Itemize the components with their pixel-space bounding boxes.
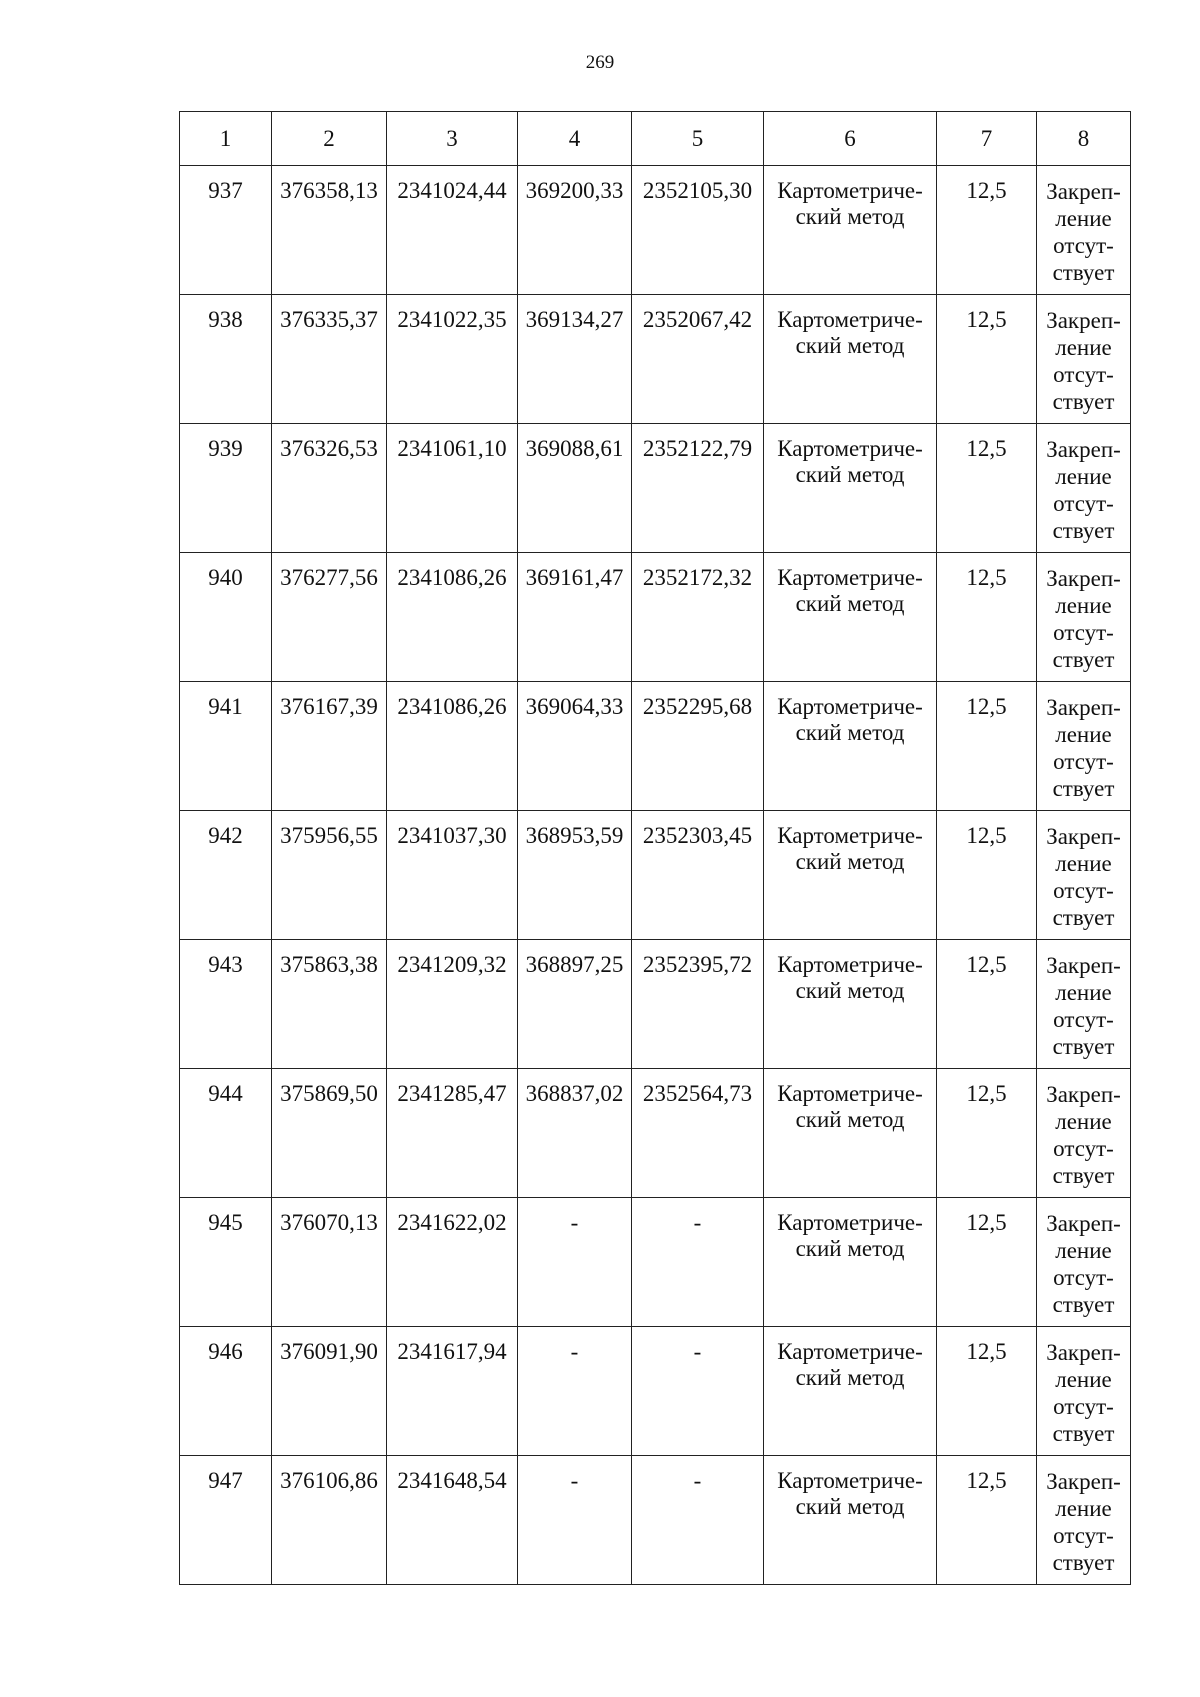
coord-y: 2341209,32 (397, 952, 507, 977)
old-coord-x-cell (518, 424, 632, 553)
fixation-cell (1037, 553, 1131, 682)
fixation-line-3: отсут- (1053, 491, 1114, 516)
old-coord-x-cell (518, 553, 632, 682)
coord-y-cell (387, 295, 518, 424)
old-coord-y-cell (632, 166, 764, 295)
accuracy-cell (937, 553, 1037, 682)
method-line-1: Картометриче- (777, 436, 923, 461)
old-coord-y-cell (632, 940, 764, 1069)
accuracy-cell (937, 1456, 1037, 1585)
old-coord-y-cell (632, 295, 764, 424)
fixation-line-1: Закреп- (1046, 1469, 1121, 1494)
accuracy-value: 12,5 (966, 1339, 1007, 1364)
fixation-cell (1037, 295, 1131, 424)
table-row (180, 940, 1131, 1069)
table-row (180, 682, 1131, 811)
coord-x-cell (272, 1198, 387, 1327)
coord-y-cell (387, 1456, 518, 1585)
point-number-cell (180, 1327, 272, 1456)
fixation-line-2: ление (1055, 1238, 1112, 1263)
fixation-cell (1037, 1198, 1131, 1327)
coord-x-cell (272, 811, 387, 940)
fixation-line-1: Закреп- (1046, 695, 1121, 720)
old-coord-x: 369161,47 (525, 565, 624, 590)
method-line-2: ский метод (795, 1236, 905, 1261)
coord-y: 2341285,47 (397, 1081, 507, 1106)
coord-x-cell (272, 166, 387, 295)
fixation-cell (1037, 1327, 1131, 1456)
coord-y-cell (387, 682, 518, 811)
accuracy-cell (937, 1327, 1037, 1456)
fixation-line-1: Закреп- (1046, 437, 1121, 462)
old-coord-x: - (570, 1339, 579, 1364)
old-coord-x-cell (518, 1456, 632, 1585)
coord-x: 375869,50 (280, 1081, 378, 1106)
coord-x-cell (272, 1327, 387, 1456)
method-cell (764, 1069, 937, 1198)
accuracy-value: 12,5 (966, 1081, 1007, 1106)
fixation-cell (1037, 1069, 1131, 1198)
fixation-line-4: ствует (1052, 776, 1115, 801)
fixation-line-1: Закреп- (1046, 566, 1121, 591)
header-col-1: 1 (180, 112, 272, 166)
point-number: 939 (208, 436, 243, 461)
header-col-6: 6 (764, 112, 937, 166)
point-number: 944 (208, 1081, 243, 1106)
point-number-cell (180, 295, 272, 424)
fixation-line-4: ствует (1052, 1421, 1115, 1446)
fixation-line-3: отсут- (1053, 1523, 1114, 1548)
old-coord-y: - (693, 1339, 702, 1364)
coord-x: 376070,13 (280, 1210, 378, 1235)
fixation-line-4: ствует (1052, 389, 1115, 414)
accuracy-cell (937, 166, 1037, 295)
accuracy-cell (937, 811, 1037, 940)
fixation-cell (1037, 424, 1131, 553)
accuracy-value: 12,5 (966, 565, 1007, 590)
coord-y-cell (387, 424, 518, 553)
fixation-line-2: ление (1055, 464, 1112, 489)
fixation-line-1: Закреп- (1046, 1340, 1121, 1365)
old-coord-x: 369088,61 (525, 436, 624, 461)
method-line-1: Картометриче- (777, 178, 923, 203)
point-number: 947 (208, 1468, 243, 1493)
fixation-line-1: Закреп- (1046, 824, 1121, 849)
point-number-cell (180, 682, 272, 811)
coord-x-cell (272, 1456, 387, 1585)
old-coord-y-cell (632, 1327, 764, 1456)
coord-x: 376326,53 (280, 436, 378, 461)
method-cell (764, 940, 937, 1069)
old-coord-y-cell (632, 811, 764, 940)
coord-y: 2341086,26 (397, 694, 507, 719)
coord-x-cell (272, 424, 387, 553)
table-row (180, 1069, 1131, 1198)
fixation-cell (1037, 811, 1131, 940)
accuracy-cell (937, 1069, 1037, 1198)
coord-y: 2341037,30 (397, 823, 507, 848)
method-line-1: Картометриче- (777, 823, 923, 848)
coord-y-cell (387, 940, 518, 1069)
old-coord-y: 2352295,68 (642, 694, 753, 719)
fixation-line-3: отсут- (1053, 1136, 1114, 1161)
fixation-line-1: Закреп- (1046, 308, 1121, 333)
fixation-line-4: ствует (1052, 905, 1115, 930)
old-coord-y-cell (632, 1069, 764, 1198)
table-row (180, 295, 1131, 424)
fixation-line-3: отсут- (1053, 620, 1114, 645)
accuracy-value: 12,5 (966, 694, 1007, 719)
coord-y-cell (387, 1327, 518, 1456)
coord-y: 2341061,10 (397, 436, 507, 461)
point-number: 945 (208, 1210, 243, 1235)
fixation-cell (1037, 940, 1131, 1069)
method-cell (764, 1456, 937, 1585)
fixation-line-4: ствует (1052, 1034, 1115, 1059)
method-cell (764, 166, 937, 295)
old-coord-x: 369064,33 (525, 694, 624, 719)
fixation-line-2: ление (1055, 335, 1112, 360)
fixation-line-4: ствует (1052, 260, 1115, 285)
accuracy-value: 12,5 (966, 1210, 1007, 1235)
method-cell (764, 424, 937, 553)
fixation-line-4: ствует (1052, 1550, 1115, 1575)
fixation-line-3: отсут- (1053, 1007, 1114, 1032)
header-col-5: 5 (632, 112, 764, 166)
point-number-cell (180, 940, 272, 1069)
fixation-line-2: ление (1055, 1367, 1112, 1392)
coord-x-cell (272, 1069, 387, 1198)
fixation-cell (1037, 166, 1131, 295)
table-row (180, 1327, 1131, 1456)
old-coord-x: 368897,25 (525, 952, 624, 977)
fixation-line-3: отсут- (1053, 878, 1114, 903)
old-coord-x: 369200,33 (525, 178, 624, 203)
accuracy-cell (937, 424, 1037, 553)
coord-y: 2341024,44 (397, 178, 507, 203)
fixation-line-4: ствует (1052, 1163, 1115, 1188)
fixation-line-2: ление (1055, 1496, 1112, 1521)
old-coord-y: - (693, 1210, 702, 1235)
table-row (180, 424, 1131, 553)
old-coord-x: 369134,27 (525, 307, 624, 332)
table-row (180, 811, 1131, 940)
coord-x-cell (272, 940, 387, 1069)
old-coord-x-cell (518, 682, 632, 811)
point-number: 942 (208, 823, 243, 848)
header-col-4: 4 (518, 112, 632, 166)
coordinates-table (179, 111, 1131, 1585)
coord-y-cell (387, 553, 518, 682)
point-number-cell (180, 1069, 272, 1198)
method-line-2: ский метод (795, 849, 905, 874)
coord-x: 376335,37 (280, 307, 378, 332)
method-cell (764, 1198, 937, 1327)
fixation-line-2: ление (1055, 593, 1112, 618)
point-number-cell (180, 553, 272, 682)
old-coord-x-cell (518, 295, 632, 424)
old-coord-x-cell (518, 1198, 632, 1327)
coord-y: 2341617,94 (397, 1339, 507, 1364)
accuracy-cell (937, 682, 1037, 811)
page-number: 269 (585, 52, 615, 73)
fixation-line-1: Закреп- (1046, 1211, 1121, 1236)
header-row (180, 112, 1131, 166)
old-coord-y-cell (632, 424, 764, 553)
method-line-1: Картометриче- (777, 307, 923, 332)
point-number-cell (180, 1198, 272, 1327)
fixation-line-3: отсут- (1053, 1394, 1114, 1419)
method-line-2: ский метод (795, 720, 905, 745)
accuracy-value: 12,5 (966, 823, 1007, 848)
accuracy-value: 12,5 (966, 436, 1007, 461)
old-coord-y-cell (632, 1456, 764, 1585)
old-coord-x-cell (518, 940, 632, 1069)
old-coord-y: 2352564,73 (642, 1081, 753, 1106)
method-cell (764, 1327, 937, 1456)
method-cell (764, 682, 937, 811)
accuracy-cell (937, 295, 1037, 424)
old-coord-x: 368953,59 (525, 823, 624, 848)
old-coord-y: - (693, 1468, 702, 1493)
fixation-line-1: Закреп- (1046, 953, 1121, 978)
method-line-1: Картометриче- (777, 1468, 923, 1493)
accuracy-value: 12,5 (966, 952, 1007, 977)
fixation-line-4: ствует (1052, 647, 1115, 672)
coord-x: 376277,56 (280, 565, 378, 590)
accuracy-cell (937, 1198, 1037, 1327)
method-line-2: ский метод (795, 591, 905, 616)
method-line-1: Картометриче- (777, 1339, 923, 1364)
coord-y: 2341086,26 (397, 565, 507, 590)
table-row (180, 1198, 1131, 1327)
fixation-line-2: ление (1055, 851, 1112, 876)
table-row (180, 166, 1131, 295)
point-number-cell (180, 811, 272, 940)
old-coord-x: - (570, 1210, 579, 1235)
method-line-2: ский метод (795, 462, 905, 487)
old-coord-y: 2352105,30 (642, 178, 753, 203)
coord-x-cell (272, 682, 387, 811)
point-number-cell (180, 1456, 272, 1585)
fixation-line-4: ствует (1052, 1292, 1115, 1317)
coord-x: 376106,86 (280, 1468, 378, 1493)
point-number-cell (180, 424, 272, 553)
fixation-line-1: Закреп- (1046, 179, 1121, 204)
method-line-1: Картометриче- (777, 1210, 923, 1235)
coord-x: 375863,38 (280, 952, 378, 977)
method-cell (764, 553, 937, 682)
old-coord-x: - (570, 1468, 579, 1493)
fixation-cell (1037, 682, 1131, 811)
accuracy-cell (937, 940, 1037, 1069)
point-number: 940 (208, 565, 243, 590)
old-coord-y: 2352303,45 (642, 823, 753, 848)
method-line-2: ский метод (795, 978, 905, 1003)
fixation-line-2: ление (1055, 206, 1112, 231)
point-number: 941 (208, 694, 243, 719)
old-coord-y-cell (632, 1198, 764, 1327)
coord-x-cell (272, 295, 387, 424)
old-coord-x-cell (518, 811, 632, 940)
table-row (180, 553, 1131, 682)
point-number: 938 (208, 307, 243, 332)
fixation-line-2: ление (1055, 722, 1112, 747)
old-coord-y-cell (632, 553, 764, 682)
fixation-cell (1037, 1456, 1131, 1585)
method-line-1: Картометриче- (777, 1081, 923, 1106)
old-coord-y: 2352395,72 (642, 952, 753, 977)
method-line-2: ский метод (795, 1494, 905, 1519)
old-coord-x-cell (518, 1327, 632, 1456)
coord-x: 376091,90 (280, 1339, 378, 1364)
method-line-2: ский метод (795, 204, 905, 229)
accuracy-value: 12,5 (966, 178, 1007, 203)
table-row (180, 1456, 1131, 1585)
accuracy-value: 12,5 (966, 307, 1007, 332)
coord-y-cell (387, 166, 518, 295)
accuracy-value: 12,5 (966, 1468, 1007, 1493)
coord-x: 376167,39 (280, 694, 378, 719)
fixation-line-3: отсут- (1053, 362, 1114, 387)
coord-y-cell (387, 1198, 518, 1327)
method-line-1: Картометриче- (777, 952, 923, 977)
point-number: 946 (208, 1339, 243, 1364)
fixation-line-4: ствует (1052, 518, 1115, 543)
point-number-cell (180, 166, 272, 295)
fixation-line-1: Закреп- (1046, 1082, 1121, 1107)
coord-y-cell (387, 811, 518, 940)
method-line-2: ский метод (795, 1107, 905, 1132)
coord-x: 375956,55 (280, 823, 378, 848)
method-line-1: Картометриче- (777, 565, 923, 590)
coord-y-cell (387, 1069, 518, 1198)
point-number: 937 (208, 178, 243, 203)
method-cell (764, 811, 937, 940)
header-col-3: 3 (387, 112, 518, 166)
old-coord-y: 2352122,79 (642, 436, 753, 461)
method-line-2: ский метод (795, 1365, 905, 1390)
method-line-1: Картометриче- (777, 694, 923, 719)
old-coord-y: 2352172,32 (642, 565, 753, 590)
old-coord-y-cell (632, 682, 764, 811)
method-line-2: ский метод (795, 333, 905, 358)
fixation-line-2: ление (1055, 1109, 1112, 1134)
header-col-7: 7 (937, 112, 1037, 166)
old-coord-x-cell (518, 166, 632, 295)
old-coord-x: 368837,02 (525, 1081, 624, 1106)
header-col-2: 2 (272, 112, 387, 166)
old-coord-y: 2352067,42 (642, 307, 753, 332)
fixation-line-2: ление (1055, 980, 1112, 1005)
method-cell (764, 295, 937, 424)
header-col-8: 8 (1037, 112, 1131, 166)
coord-y: 2341022,35 (397, 307, 507, 332)
fixation-line-3: отсут- (1053, 749, 1114, 774)
point-number: 943 (208, 952, 243, 977)
old-coord-x-cell (518, 1069, 632, 1198)
fixation-line-3: отсут- (1053, 233, 1114, 258)
coord-y: 2341648,54 (397, 1468, 507, 1493)
fixation-line-3: отсут- (1053, 1265, 1114, 1290)
coord-x-cell (272, 553, 387, 682)
coord-y: 2341622,02 (397, 1210, 507, 1235)
coord-x: 376358,13 (280, 178, 378, 203)
